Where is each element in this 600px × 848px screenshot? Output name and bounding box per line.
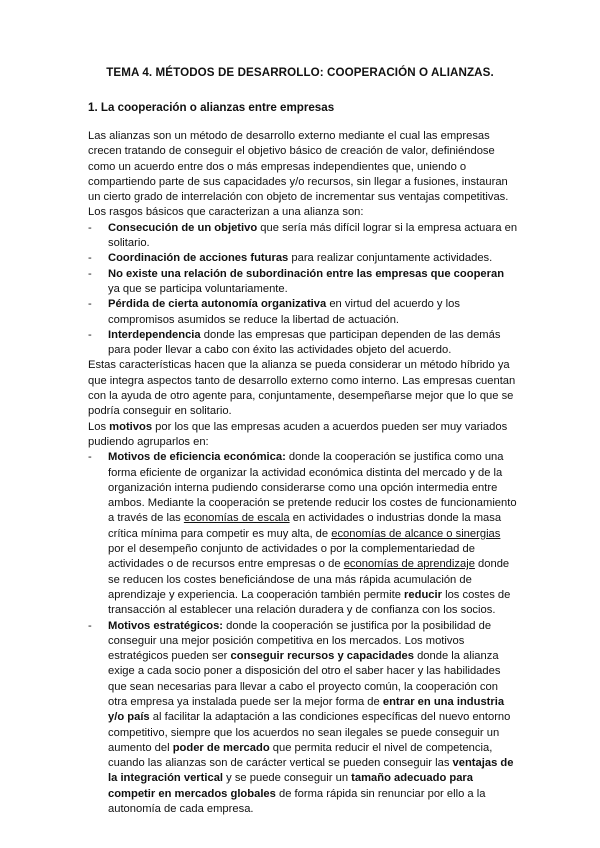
motives-term: motivos (109, 420, 153, 433)
text-run: que permita reducir el nivel de competencia, cuando las alianzas son de carácter vertical se pueden conseguir las (108, 741, 493, 770)
trait-text: que sería más difícil lograr si la empresa actuara en solitario. (108, 221, 518, 250)
list-item (88, 267, 518, 298)
text-run: los costes de transacción al establecer una relación duradera y de confianza con los socios. (108, 588, 511, 617)
text-run: al facilitar la adaptación a las condiciones específicas del nuevo entorno competitivo, siempre que los acuerdos no sean ilegales se puede conseguir un aumento del (108, 711, 511, 754)
document-body (88, 129, 518, 817)
motive-term: Motivos de eficiencia económica: (108, 451, 286, 464)
bold-term: conseguir recursos y capacidades (230, 650, 414, 663)
underlined-term: economías de aprendizaje (343, 558, 475, 571)
traits-list (88, 221, 518, 359)
bold-term: entrar en una industria y/o país (108, 695, 505, 724)
text-run: Los (88, 420, 110, 433)
motive-efficiency (88, 450, 518, 618)
document-title: TEMA 4. MÉTODOS DE DESARROLLO: COOPERACIÓN O ALIANZAS. (106, 66, 494, 79)
text-run: por el desempeño conjunto de actividades o por la complementariedad de actividades o de recursos entre empresas o de (108, 543, 475, 571)
motives-list (88, 450, 518, 817)
list-item (88, 297, 518, 328)
intro-paragraph: Las alianzas son un método de desarrollo externo mediante el cual las empresas crecen tratando de conseguir el objetivo básico de creación de valor, definiéndose como un acuerdo entre dos o más empresas independientes que, uniendo o compartiendo parte de sus capacidades y/o recursos, sin llegar a fusiones, instauran un cierto grado de interrelación con objeto de incrementar sus ventajas competitivas. Los rasgos básicos que caracterizan a una alianza son: (88, 130, 509, 219)
text-run: en actividades o industrias donde la masa crítica mínima para competir es muy alta, de (108, 512, 502, 540)
underlined-term: economías de alcance o sinergias (331, 527, 501, 540)
text-run: donde se reducen los costes beneficiándose de una más rápida acumulación de aprendizaje y experiencia. La cooperación también permite (108, 558, 510, 601)
list-item (88, 251, 518, 266)
trait-term: Coordinación de acciones futuras (108, 252, 289, 265)
trait-text: donde las empresas que participan dependen de las demás para poder llevar a cabo con éxito las actividades objeto del acuerdo. (108, 328, 501, 357)
text-run: donde la alianza exige a cada socio poner a disposición del otro el saber hacer y las habilidades que sean necesarias para llevar a cabo el proyecto común, la cooperación con otra empresa ya instalada puede ser la mejor forma de (108, 650, 501, 708)
trait-term: Pérdida de cierta autonomía organizativa (108, 298, 327, 311)
bold-term: reducir (404, 588, 442, 601)
trait-text: ya que se participa voluntariamente. (108, 282, 288, 295)
motive-strategic (88, 619, 518, 818)
list-item (88, 328, 518, 359)
motive-term: Motivos estratégicos: (108, 619, 224, 632)
trait-term: No existe una relación de subordinación entre las empresas que cooperan (108, 267, 505, 280)
bold-term: poder de mercado (172, 741, 270, 754)
trait-text: en virtud del acuerdo y los compromisos asumidos se reduce la libertad de actuación. (108, 298, 460, 326)
list-item (88, 221, 518, 252)
text-run: donde la cooperación se justifica por la posibilidad de conseguir una mejor posición competitiva en los mercados. Los motivos estratégicos pueden ser (108, 619, 492, 663)
trait-term: Interdependencia (108, 328, 201, 341)
trait-term: Consecución de un objetivo (108, 221, 258, 234)
trait-text: para realizar conjuntamente actividades. (288, 252, 493, 265)
text-run: y se puede conseguir un (223, 772, 352, 785)
text-run: de forma rápida sin renunciar por ello a la autonomía de cada empresa. (108, 787, 486, 816)
text-run: donde la cooperación se justifica como una forma eficiente de organizar la actividad económica distinta del mercado y de la organización interna pudiendo considerarse como una opción intermedia entre ambos. Mediante la cooperación se pretende reducir los costes de funcionamiento a través de las (108, 451, 517, 525)
underlined-term: economías de escala (183, 512, 290, 525)
section-heading: 1. La cooperación o alianzas entre empresas (88, 101, 335, 114)
bold-term: ventajas de la integración vertical (108, 757, 514, 785)
bold-term: tamaño adecuado para competir en mercados globales (108, 772, 474, 800)
hybrid-paragraph: Estas características hacen que la alianza se pueda considerar un método híbrido ya que integra aspectos tanto de desarrollo externo como interno. Las empresas cuentan con la ayuda de otro agente para, conjuntamente, desempeñarse mejor que lo que se podría conseguir en solitario. (88, 359, 516, 418)
motives-intro (88, 420, 518, 451)
text-run: por los que las empresas acuden a acuerdos pueden ser muy variados pudiendo agruparlos en: (88, 420, 508, 448)
